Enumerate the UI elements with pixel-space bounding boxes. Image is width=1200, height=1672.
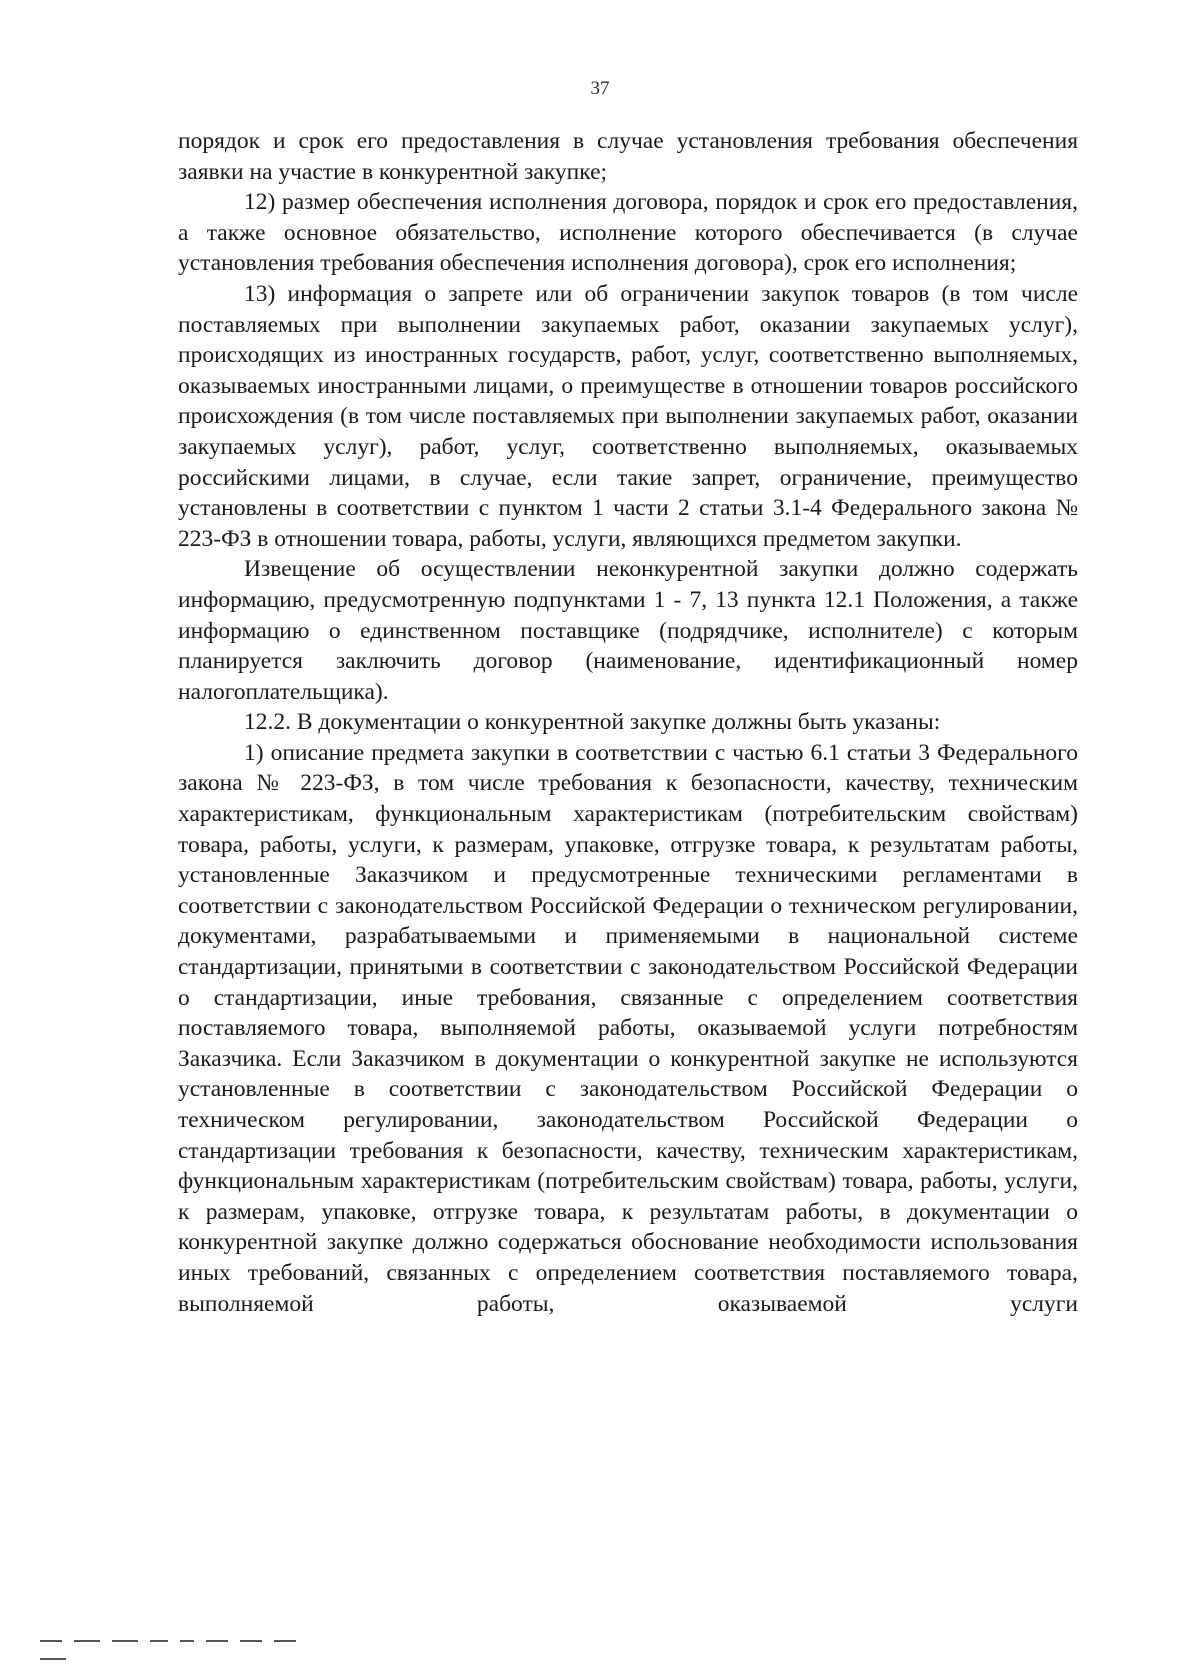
scan-artifact-dashes xyxy=(40,1632,330,1636)
paragraph-section-12-2: 12.2. В документации о конкурентной закупке должны быть указаны: xyxy=(244,709,941,736)
page-number: 37 xyxy=(590,78,610,99)
paragraph-item-1: 1) описание предмета закупки в соответствии с частью 6.1 статьи 3 Федерального закона № 223-ФЗ, в том числе требования к безопасности, качеству, техническим характеристикам, функциональным характеристикам (потребительским свойствам) товара, работы, услуги, к размерам, упаковке, отгрузке товара, к результатам работы, установленные Заказчиком и предусмотренные техническими регламентами в соответствии с законодательством Российской Федерации о техническом регулировании, документами, разрабатываемыми и применяемыми в национальной системе стандартизации, принятыми в соответствии с законодательством Российской Федерации о стандартизации, иные требования, связанные с определением соответствия поставляемого товара, выполняемой работы, оказываемой услуги потребностям Заказчика. Если Заказчиком в документации о конкурентной закупке не используются установленные в соответствии с законодательством Российской Федерации о техническом регулировании, законодательством Российской Федерации о стандартизации требования к безопасности, качеству, техническим характеристикам, функциональным характеристикам (потребительским свойствам) товара, работы, услуги, к размерам, упаковке, отгрузке товара, к результатам работы, в документации о конкурентной закупке должно содержаться обоснование необходимости использования иных требований, связанных с определением соответствия поставляемого товара, выполняемой работы, оказываемой услуги xyxy=(178,739,1078,1317)
paragraph-item-13: 13) информация о запрете или об ограничении закупок товаров (в том числе поставляемых при выполнении закупаемых работ, оказании закупаемых услуг), происходящих из иностранных государств, работ, услуг, соответственно выполняемых, оказываемых иностранными лицами, о преимуществе в отношении товаров российского происхождения (в том числе поставляемых при выполнении закупаемых работ, оказании закупаемых услуг), работ, услуг, соответственно выполняемых, оказываемых российскими лицами, в случае, если такие запрет, ограничение, преимущество установлены в соответствии с пунктом 1 части 2 статьи 3.1-4 Федерального закона № 223-ФЗ в отношении товара, работы, услуги, являющихся предметом закупки. xyxy=(178,280,1078,552)
document-body xyxy=(178,126,1078,1319)
paragraph-continuation: порядок и срок его предоставления в случае установления требования обеспечения заявки на участие в конкурентной закупке; xyxy=(178,128,1078,185)
paragraph-notice: Извещение об осуществлении неконкурентной закупки должно содержать информацию, предусмотренную подпунктами 1 - 7, 13 пункта 12.1 Положения, а также информацию о единственном поставщике (подрядчике, исполнителе) с которым планируется заключить договор (наименование, идентификационный номер налогоплательщика). xyxy=(178,556,1078,705)
paragraph-item-12: 12) размер обеспечения исполнения договора, порядок и срок его предоставления, а также основное обязательство, исполнение которого обеспечивается (в случае установления требования обеспечения исполнения договора), срок его исполнения; xyxy=(178,189,1078,277)
